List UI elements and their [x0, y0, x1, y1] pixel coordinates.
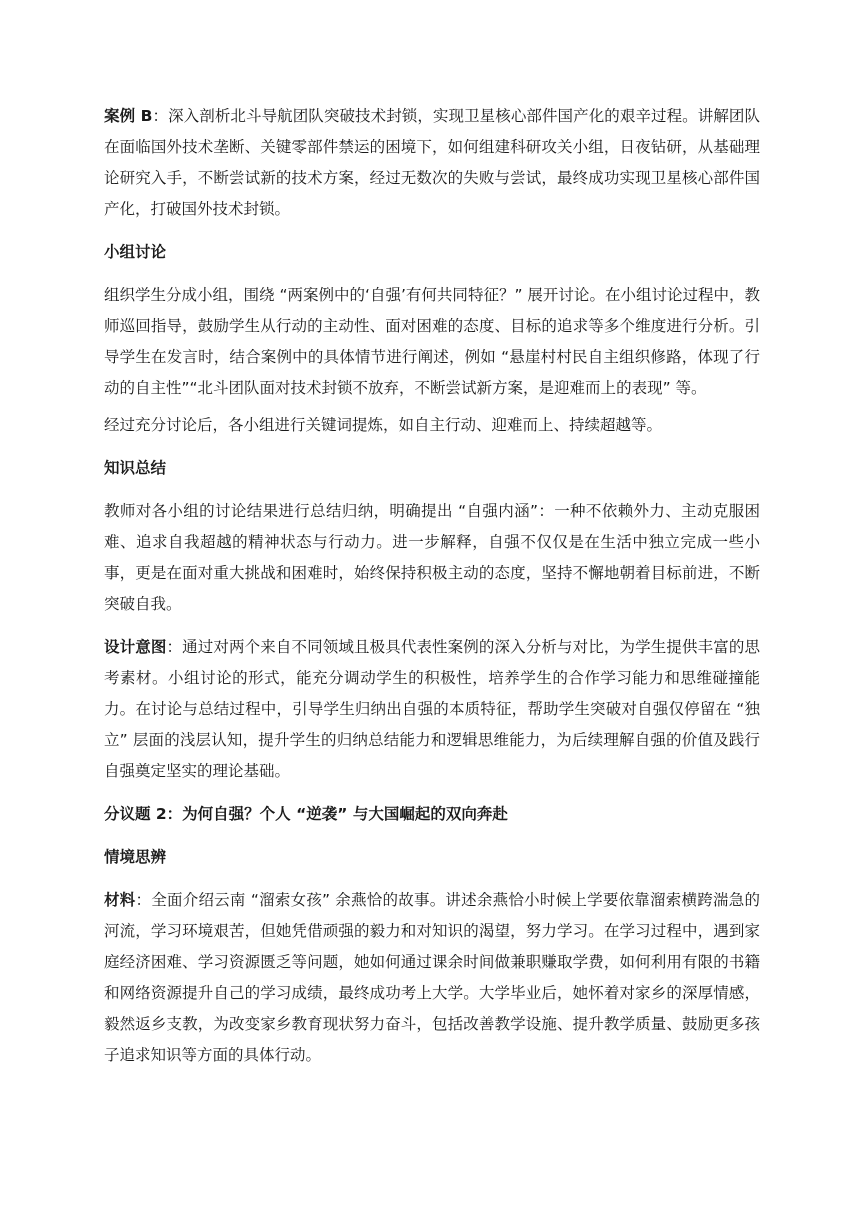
document-body	[104, 101, 760, 1083]
group-discussion-heading: 小组讨论	[104, 243, 167, 261]
design-intent-label: 设计意图	[104, 638, 167, 656]
group-discussion-paragraph-2: 经过充分讨论后，各小组进行关键词提炼，如自主行动、迎难而上、持续超越等。	[104, 416, 663, 434]
case-b-label: 案例 B	[104, 107, 153, 125]
group-discussion-paragraph-1: 组织学生分成小组，围绕 “两案例中的‘自强’有何共同特征？” 展开讨论。在小组讨论过程中，教师巡回指导，鼓励学生从行动的主动性、面对困难的态度、目标的追求等多个维度进行分析。引导学生在发言时，结合案例中的具体情节进行阐述，例如 “悬崖村村民自主组织修路，体现了行动的自主性”“北斗团队面对技术封锁不放弃，不断尝试新方案，是迎难而上的表现” 等。	[104, 286, 760, 397]
situation-thinking-heading: 情境思辨	[104, 848, 167, 866]
material-paragraph	[104, 885, 760, 1071]
material-label: 材料	[104, 891, 136, 909]
knowledge-summary-heading: 知识总结	[104, 459, 167, 477]
sub-topic-2-heading: 分议题 2：为何自强？个人 “逆袭” 与大国崛起的双向奔赴	[104, 805, 508, 823]
knowledge-summary-paragraph: 教师对各小组的讨论结果进行总结归纳，明确提出 “自强内涵”：一种不依赖外力、主动克服困难、追求自我超越的精神状态与行动力。进一步解释，自强不仅仅是在生活中独立完成一些小事，更是在面对重大挑战和困难时，始终保持积极主动的态度，坚持不懈地朝着目标前进，不断突破自我。	[104, 502, 760, 613]
case-b-paragraph	[104, 101, 760, 225]
material-text: ：全面介绍云南 “溜索女孩” 余燕恰的故事。讲述余燕恰小时候上学要依靠溜索横跨湍急的河流，学习环境艰苦，但她凭借顽强的毅力和对知识的渴望，努力学习。在学习过程中，遇到家庭经济困难、学习资源匮乏等问题，她如何通过课余时间做兼职赚取学费，如何利用有限的书籍和网络资源提升自己的学习成绩，最终成功考上大学。大学毕业后，她怀着对家乡的深厚情感，毅然返乡支教，为改变家乡教育现状努力奋斗，包括改善教学设施、提升教学质量、鼓励更多孩子追求知识等方面的具体行动。	[104, 891, 760, 1064]
case-b-text: ：深入剖析北斗导航团队突破技术封锁，实现卫星核心部件国产化的艰辛过程。讲解团队在面临国外技术垄断、关键零部件禁运的困境下，如何组建科研攻关小组，日夜钻研，从基础理论研究入手，不断尝试新的技术方案，经过无数次的失败与尝试，最终成功实现卫星核心部件国产化，打破国外技术封锁。	[104, 107, 760, 218]
design-intent-text: ：通过对两个来自不同领域且极具代表性案例的深入分析与对比，为学生提供丰富的思考素材。小组讨论的形式，能充分调动学生的积极性，培养学生的合作学习能力和思维碰撞能力。在讨论与总结过程中，引导学生归纳出自强的本质特征，帮助学生突破对自强仅停留在 “独立” 层面的浅层认知，提升学生的归纳总结能力和逻辑思维能力，为后续理解自强的价值及践行自强奠定坚实的理论基础。	[104, 638, 760, 780]
design-intent-paragraph	[104, 632, 760, 787]
